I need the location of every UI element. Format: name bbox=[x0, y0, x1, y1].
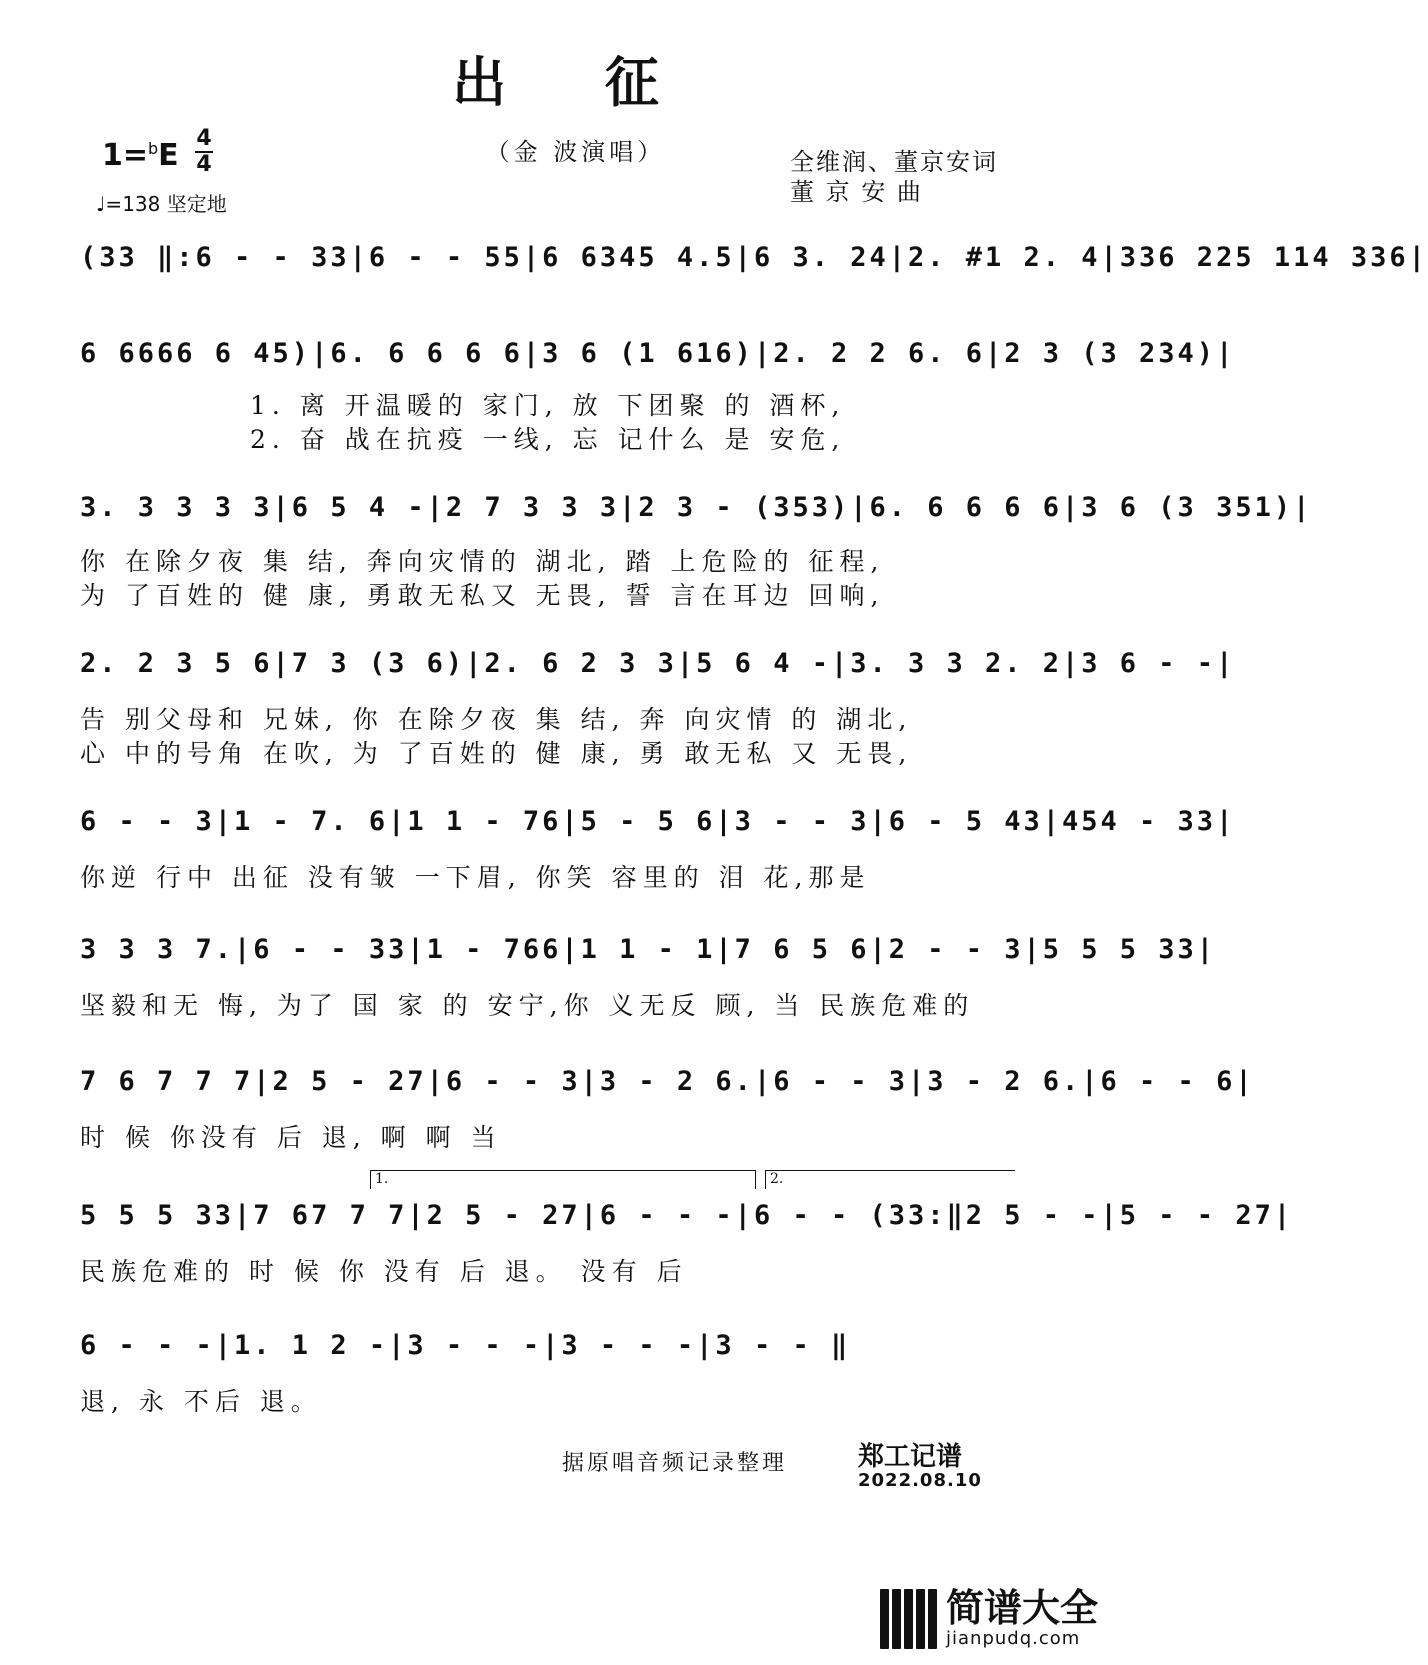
key-signature bbox=[102, 138, 179, 173]
tempo-marking: ♩=138 坚定地 bbox=[96, 192, 227, 216]
lyric-verse-2: 2. 奋 战在抗疫 一线, 忘 记什么 是 安危, bbox=[250, 425, 846, 454]
notation-line: 2. 2 3 5 6|7 3 (3 6)|2. 6 2 3 3|5 6 4 -|3. 3 3 2. 2|3 6 - -| bbox=[80, 648, 1236, 679]
transcription-date: 2022.08.10 bbox=[858, 1470, 982, 1491]
performer-subtitle: （金 波演唱） bbox=[485, 138, 666, 166]
lyric-line: 时 候 你没有 后 退, 啊 啊 当 bbox=[80, 1123, 502, 1152]
lyric-line: 你逆 行中 出征 没有皱 一下眉, 你笑 容里的 泪 花,那是 bbox=[80, 863, 871, 892]
flat-sign: b bbox=[148, 139, 159, 158]
notation-line: 6 6666 6 45)|6. 6 6 6 6|3 6 (1 616)|2. 2 2 6. 6|2 3 (3 234)| bbox=[80, 338, 1236, 369]
piano-icon bbox=[880, 1589, 940, 1649]
notation-line: 7 6 7 7 7|2 5 - 27|6 - - 3|3 - 2 6.|6 - - 3|3 - 2 6.|6 - - 6| bbox=[80, 1066, 1255, 1097]
notation-line: 3 3 3 7.|6 - - 33|1 - 766|1 1 - 1|7 6 5 6|2 - - 3|5 5 5 33| bbox=[80, 934, 1217, 965]
notation-line: (33 ‖:6 - - 33|6 - - 55|6 6345 4.5|6 3. 24|2. #1 2. 4|336 225 114 336| bbox=[80, 242, 1428, 273]
score-system-4 bbox=[80, 648, 1236, 768]
lyric-verse-1: 你 在除夕夜 集 结, 奔向灾情的 湖北, 踏 上危险的 征程, bbox=[80, 547, 885, 576]
notation-line: 6 - - -|1. 1 2 -|3 - - -|3 - - -|3 - - ‖ bbox=[80, 1330, 851, 1361]
song-title: 出 征 bbox=[452, 51, 699, 114]
key-note: E bbox=[158, 138, 179, 173]
score-system-8 bbox=[80, 1200, 1294, 1290]
site-logo bbox=[880, 1588, 1098, 1649]
notation-line: 5 5 5 33|7 67 7 7|2 5 - 27|6 - - -|6 - - (33:‖2 5 - -|5 - - 27| bbox=[80, 1200, 1294, 1231]
volta-second-ending: 2. bbox=[765, 1170, 1015, 1189]
volta-first-ending: 1. bbox=[370, 1170, 756, 1189]
key-prefix: 1= bbox=[102, 138, 149, 173]
transcription-note: 据原唱音频记录整理 bbox=[562, 1451, 788, 1476]
score-system-2 bbox=[80, 338, 1236, 454]
score-system-6 bbox=[80, 934, 1217, 1024]
lyric-line: 民族危难的 时 候 你 没有 后 退。 没有 后 bbox=[80, 1257, 688, 1286]
score-system-3 bbox=[80, 492, 1313, 610]
time-bottom: 4 bbox=[196, 152, 212, 177]
lyric-verse-1: 告 别父母和 兄妹, 你 在除夕夜 集 结, 奔 向灾情 的 湖北, bbox=[80, 705, 913, 734]
logo-url: jianpudq.com bbox=[946, 1628, 1081, 1649]
logo-text: 简谱大全 bbox=[946, 1586, 1099, 1630]
lyric-verse-1: 1. 离 开温暖的 家门, 放 下团聚 的 酒杯, bbox=[250, 391, 846, 420]
notation-line: 6 - - 3|1 - 7. 6|1 1 - 76|5 - 5 6|3 - - 3|6 - 5 43|454 - 33| bbox=[80, 806, 1236, 837]
lyric-line: 退, 永 不后 退。 bbox=[80, 1387, 322, 1416]
score-system-1 bbox=[80, 242, 1428, 292]
lyricist-credit: 全维润、董京安词 bbox=[790, 148, 998, 176]
lyric-verse-2: 为 了百姓的 健 康, 勇敢无私又 无畏, 誓 言在耳边 回响, bbox=[80, 581, 885, 610]
time-signature bbox=[195, 128, 213, 176]
time-top: 4 bbox=[196, 126, 212, 151]
notation-line: 3. 3 3 3 3|6 5 4 -|2 7 3 3 3|2 3 - (353)|6. 6 6 6 6|3 6 (3 351)| bbox=[80, 492, 1313, 523]
lyric-verse-2: 心 中的号角 在吹, 为 了百姓的 健 康, 勇 敢无私 又 无畏, bbox=[80, 739, 913, 768]
composer-credit: 董 京 安 曲 bbox=[790, 178, 923, 206]
score-system-9 bbox=[80, 1330, 1080, 1420]
score-system-7 bbox=[80, 1066, 1255, 1156]
score-system-5 bbox=[80, 806, 1236, 896]
recorder-signature: 郑工记谱 bbox=[858, 1442, 963, 1472]
lyric-line: 坚毅和无 悔, 为了 国 家 的 安宁,你 义无反 顾, 当 民族危难的 bbox=[80, 991, 975, 1020]
